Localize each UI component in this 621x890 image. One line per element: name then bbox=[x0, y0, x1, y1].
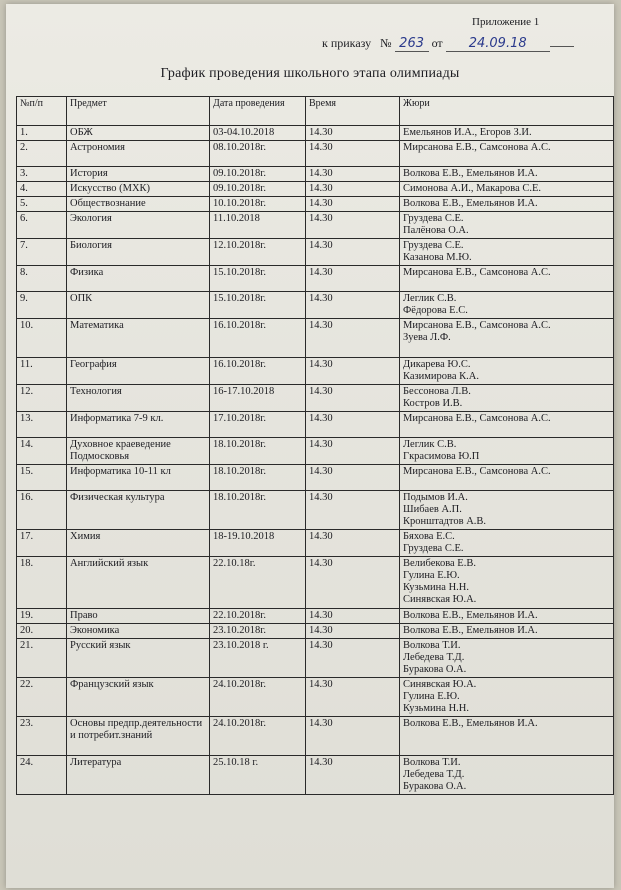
jury-member: Буракова О.А. bbox=[403, 781, 467, 792]
row-jury bbox=[400, 491, 614, 530]
jury-member: Леглик С.В. bbox=[403, 439, 457, 450]
jury-member: Груздева С.Е. bbox=[403, 213, 464, 224]
jury-member: Казимирова К.А. bbox=[403, 371, 479, 382]
table-row bbox=[17, 530, 614, 557]
jury-member: Мирсанова Е.В., Самсонова А.С. bbox=[403, 466, 551, 477]
jury-member: Бяхова Е.С. bbox=[403, 531, 455, 542]
row-jury bbox=[400, 438, 614, 465]
table-row bbox=[17, 212, 614, 239]
row-subject: Технология bbox=[67, 385, 210, 412]
table-row bbox=[17, 182, 614, 197]
row-subject: Французский язык bbox=[67, 678, 210, 717]
row-subject: Физика bbox=[67, 266, 210, 292]
row-subject: ОПК bbox=[67, 292, 210, 319]
row-time: 14.30 bbox=[306, 292, 400, 319]
row-subject: Математика bbox=[67, 319, 210, 358]
row-jury bbox=[400, 126, 614, 141]
jury-member: Груздева С.Е. bbox=[403, 240, 464, 251]
document-page bbox=[6, 4, 614, 888]
row-date: 18.10.2018г. bbox=[210, 465, 306, 491]
jury-member: Гкрасимова Ю.П bbox=[403, 451, 480, 462]
row-time: 14.30 bbox=[306, 557, 400, 609]
table-row bbox=[17, 639, 614, 678]
row-time: 14.30 bbox=[306, 319, 400, 358]
row-date: 12.10.2018г. bbox=[210, 239, 306, 266]
jury-member: Волкова Е.В., Емельянов И.А. bbox=[403, 718, 538, 729]
jury-member: Синявская Ю.А. bbox=[403, 594, 477, 605]
row-date: 16.10.2018г. bbox=[210, 358, 306, 385]
jury-member: Мирсанова Е.В., Самсонова А.С. bbox=[403, 142, 551, 153]
table-row bbox=[17, 266, 614, 292]
row-jury bbox=[400, 212, 614, 239]
table-row bbox=[17, 678, 614, 717]
row-number: 10. bbox=[17, 319, 67, 358]
row-jury bbox=[400, 530, 614, 557]
row-jury bbox=[400, 167, 614, 182]
row-subject: Литература bbox=[67, 756, 210, 795]
row-subject: Астрономия bbox=[67, 141, 210, 167]
row-date: 24.10.2018г. bbox=[210, 678, 306, 717]
row-jury bbox=[400, 678, 614, 717]
row-number: 11. bbox=[17, 358, 67, 385]
jury-member: Груздева С.Е. bbox=[403, 543, 464, 554]
table-row bbox=[17, 465, 614, 491]
row-date: 08.10.2018г. bbox=[210, 141, 306, 167]
row-subject: Биология bbox=[67, 239, 210, 266]
jury-member: Гулина Е.Ю. bbox=[403, 570, 460, 581]
table-row bbox=[17, 756, 614, 795]
jury-member: Гулина Е.Ю. bbox=[403, 691, 460, 702]
row-date: 09.10.2018г. bbox=[210, 167, 306, 182]
row-jury bbox=[400, 465, 614, 491]
col-header-number: №п/п bbox=[17, 97, 67, 126]
row-jury bbox=[400, 756, 614, 795]
jury-member: Лебедева Т.Д. bbox=[403, 769, 465, 780]
row-time: 14.30 bbox=[306, 412, 400, 438]
row-time: 14.30 bbox=[306, 609, 400, 624]
row-date: 15.10.2018г. bbox=[210, 292, 306, 319]
row-jury bbox=[400, 358, 614, 385]
row-number: 7. bbox=[17, 239, 67, 266]
row-date: 10.10.2018г. bbox=[210, 197, 306, 212]
row-subject: Искусство (МХК) bbox=[67, 182, 210, 197]
row-date: 24.10.2018г. bbox=[210, 717, 306, 756]
row-time: 14.30 bbox=[306, 385, 400, 412]
row-time: 14.30 bbox=[306, 141, 400, 167]
row-date: 11.10.2018 bbox=[210, 212, 306, 239]
row-jury bbox=[400, 266, 614, 292]
row-date: 18.10.2018г. bbox=[210, 491, 306, 530]
order-date-label: от bbox=[431, 36, 443, 50]
row-subject: Русский язык bbox=[67, 639, 210, 678]
row-subject: Информатика 7-9 кл. bbox=[67, 412, 210, 438]
row-date: 09.10.2018г. bbox=[210, 182, 306, 197]
row-subject: География bbox=[67, 358, 210, 385]
jury-member: Синявская Ю.А. bbox=[403, 679, 477, 690]
row-number: 6. bbox=[17, 212, 67, 239]
row-time: 14.30 bbox=[306, 465, 400, 491]
jury-member: Кузьмина Н.Н. bbox=[403, 582, 469, 593]
row-subject: Физическая культура bbox=[67, 491, 210, 530]
row-jury bbox=[400, 239, 614, 266]
row-date: 23.10.2018 г. bbox=[210, 639, 306, 678]
jury-member: Бессонова Л.В. bbox=[403, 386, 471, 397]
row-jury bbox=[400, 385, 614, 412]
table-row bbox=[17, 141, 614, 167]
row-time: 14.30 bbox=[306, 491, 400, 530]
schedule-table bbox=[16, 96, 614, 795]
row-subject: История bbox=[67, 167, 210, 182]
jury-member: Леглик С.В. bbox=[403, 293, 457, 304]
table-row bbox=[17, 126, 614, 141]
col-header-jury: Жюри bbox=[400, 97, 614, 126]
row-time: 14.30 bbox=[306, 438, 400, 465]
row-number: 4. bbox=[17, 182, 67, 197]
table-row bbox=[17, 624, 614, 639]
row-jury bbox=[400, 624, 614, 639]
row-number: 8. bbox=[17, 266, 67, 292]
row-number: 3. bbox=[17, 167, 67, 182]
row-jury bbox=[400, 412, 614, 438]
row-number: 12. bbox=[17, 385, 67, 412]
jury-member: Волкова Т.И. bbox=[403, 640, 461, 651]
row-jury bbox=[400, 557, 614, 609]
row-date: 22.10.18г. bbox=[210, 557, 306, 609]
row-jury bbox=[400, 717, 614, 756]
row-date: 22.10.2018г. bbox=[210, 609, 306, 624]
row-number: 21. bbox=[17, 639, 67, 678]
table-row bbox=[17, 292, 614, 319]
row-number: 2. bbox=[17, 141, 67, 167]
jury-member: Волкова Е.В., Емельянов И.А. bbox=[403, 198, 538, 209]
row-subject: Право bbox=[67, 609, 210, 624]
jury-member: Мирсанова Е.В., Самсонова А.С. bbox=[403, 413, 551, 424]
row-date: 15.10.2018г. bbox=[210, 266, 306, 292]
order-date: 24.09.18 bbox=[446, 36, 550, 52]
row-number: 14. bbox=[17, 438, 67, 465]
row-subject: Экономика bbox=[67, 624, 210, 639]
table-header-row bbox=[17, 97, 614, 126]
row-number: 16. bbox=[17, 491, 67, 530]
row-subject: Обществознание bbox=[67, 197, 210, 212]
row-time: 14.30 bbox=[306, 182, 400, 197]
table-row bbox=[17, 491, 614, 530]
row-time: 14.30 bbox=[306, 756, 400, 795]
row-time: 14.30 bbox=[306, 212, 400, 239]
jury-member: Волкова Е.В., Емельянов И.А. bbox=[403, 625, 538, 636]
jury-member: Кронштадтов А.В. bbox=[403, 516, 487, 527]
row-number: 20. bbox=[17, 624, 67, 639]
row-number: 23. bbox=[17, 717, 67, 756]
order-number: 263 bbox=[395, 36, 429, 52]
table-row bbox=[17, 319, 614, 358]
row-subject: Экология bbox=[67, 212, 210, 239]
jury-member: Зуева Л.Ф. bbox=[403, 332, 451, 343]
row-jury bbox=[400, 319, 614, 358]
table-row bbox=[17, 385, 614, 412]
jury-member: Палёнова О.А. bbox=[403, 225, 469, 236]
order-prefix: к приказу bbox=[322, 36, 372, 50]
row-time: 14.30 bbox=[306, 197, 400, 212]
row-number: 5. bbox=[17, 197, 67, 212]
order-reference bbox=[322, 36, 574, 52]
row-number: 24. bbox=[17, 756, 67, 795]
row-number: 22. bbox=[17, 678, 67, 717]
row-subject: Основы предпр.деятельности и потребит.знаний bbox=[67, 717, 210, 756]
col-header-time: Время bbox=[306, 97, 400, 126]
jury-member: Лебедева Т.Д. bbox=[403, 652, 465, 663]
jury-member: Мирсанова Е.В., Самсонова А.С. bbox=[403, 320, 551, 331]
col-header-subject: Предмет bbox=[67, 97, 210, 126]
table-row bbox=[17, 412, 614, 438]
order-number-label: № bbox=[380, 36, 392, 50]
row-number: 19. bbox=[17, 609, 67, 624]
row-time: 14.30 bbox=[306, 639, 400, 678]
row-jury bbox=[400, 609, 614, 624]
row-number: 13. bbox=[17, 412, 67, 438]
row-jury bbox=[400, 292, 614, 319]
row-time: 14.30 bbox=[306, 266, 400, 292]
row-date: 03-04.10.2018 bbox=[210, 126, 306, 141]
col-header-date: Дата проведения bbox=[210, 97, 306, 126]
row-subject: Информатика 10-11 кл bbox=[67, 465, 210, 491]
row-time: 14.30 bbox=[306, 239, 400, 266]
page-title: График проведения школьного этапа олимпиады bbox=[160, 66, 460, 81]
row-subject: Химия bbox=[67, 530, 210, 557]
row-subject: ОБЖ bbox=[67, 126, 210, 141]
row-date: 18-19.10.2018 bbox=[210, 530, 306, 557]
row-time: 14.30 bbox=[306, 530, 400, 557]
row-date: 17.10.2018г. bbox=[210, 412, 306, 438]
row-time: 14.30 bbox=[306, 167, 400, 182]
jury-member: Буракова О.А. bbox=[403, 664, 467, 675]
jury-member: Кузьмина Н.Н. bbox=[403, 703, 469, 714]
row-date: 25.10.18 г. bbox=[210, 756, 306, 795]
row-date: 23.10.2018г. bbox=[210, 624, 306, 639]
row-jury bbox=[400, 197, 614, 212]
jury-member: Подымов И.А. bbox=[403, 492, 468, 503]
jury-member: Волкова Е.В., Емельянов И.А. bbox=[403, 610, 538, 621]
row-number: 18. bbox=[17, 557, 67, 609]
jury-member: Волкова Е.В., Емельянов И.А. bbox=[403, 168, 538, 179]
row-date: 16-17.10.2018 bbox=[210, 385, 306, 412]
row-subject: Духовное краеведение Подмосковья bbox=[67, 438, 210, 465]
row-jury bbox=[400, 141, 614, 167]
row-jury bbox=[400, 182, 614, 197]
row-subject: Английский язык bbox=[67, 557, 210, 609]
jury-member: Мирсанова Е.В., Самсонова А.С. bbox=[403, 267, 551, 278]
jury-member: Емельянов И.А., Егоров З.И. bbox=[403, 127, 532, 138]
jury-member: Фёдорова Е.С. bbox=[403, 305, 468, 316]
attachment-label: Приложение 1 bbox=[472, 16, 540, 28]
row-time: 14.30 bbox=[306, 678, 400, 717]
row-number: 1. bbox=[17, 126, 67, 141]
table-row bbox=[17, 609, 614, 624]
row-time: 14.30 bbox=[306, 717, 400, 756]
jury-member: Волкова Т.И. bbox=[403, 757, 461, 768]
row-time: 14.30 bbox=[306, 126, 400, 141]
table-row bbox=[17, 438, 614, 465]
row-number: 17. bbox=[17, 530, 67, 557]
table-row bbox=[17, 197, 614, 212]
jury-member: Казанова М.Ю. bbox=[403, 252, 472, 263]
jury-member: Дикарева Ю.С. bbox=[403, 359, 471, 370]
row-number: 15. bbox=[17, 465, 67, 491]
jury-member: Костров И.В. bbox=[403, 398, 463, 409]
jury-member: Велибекова Е.В. bbox=[403, 558, 476, 569]
row-date: 16.10.2018г. bbox=[210, 319, 306, 358]
row-date: 18.10.2018г. bbox=[210, 438, 306, 465]
row-time: 14.30 bbox=[306, 624, 400, 639]
row-number: 9. bbox=[17, 292, 67, 319]
table-row bbox=[17, 717, 614, 756]
table-row bbox=[17, 167, 614, 182]
table-row bbox=[17, 239, 614, 266]
table-row bbox=[17, 358, 614, 385]
jury-member: Симонова А.И., Макарова С.Е. bbox=[403, 183, 542, 194]
row-jury bbox=[400, 639, 614, 678]
row-time: 14.30 bbox=[306, 358, 400, 385]
jury-member: Шибаев А.П. bbox=[403, 504, 462, 515]
table-row bbox=[17, 557, 614, 609]
